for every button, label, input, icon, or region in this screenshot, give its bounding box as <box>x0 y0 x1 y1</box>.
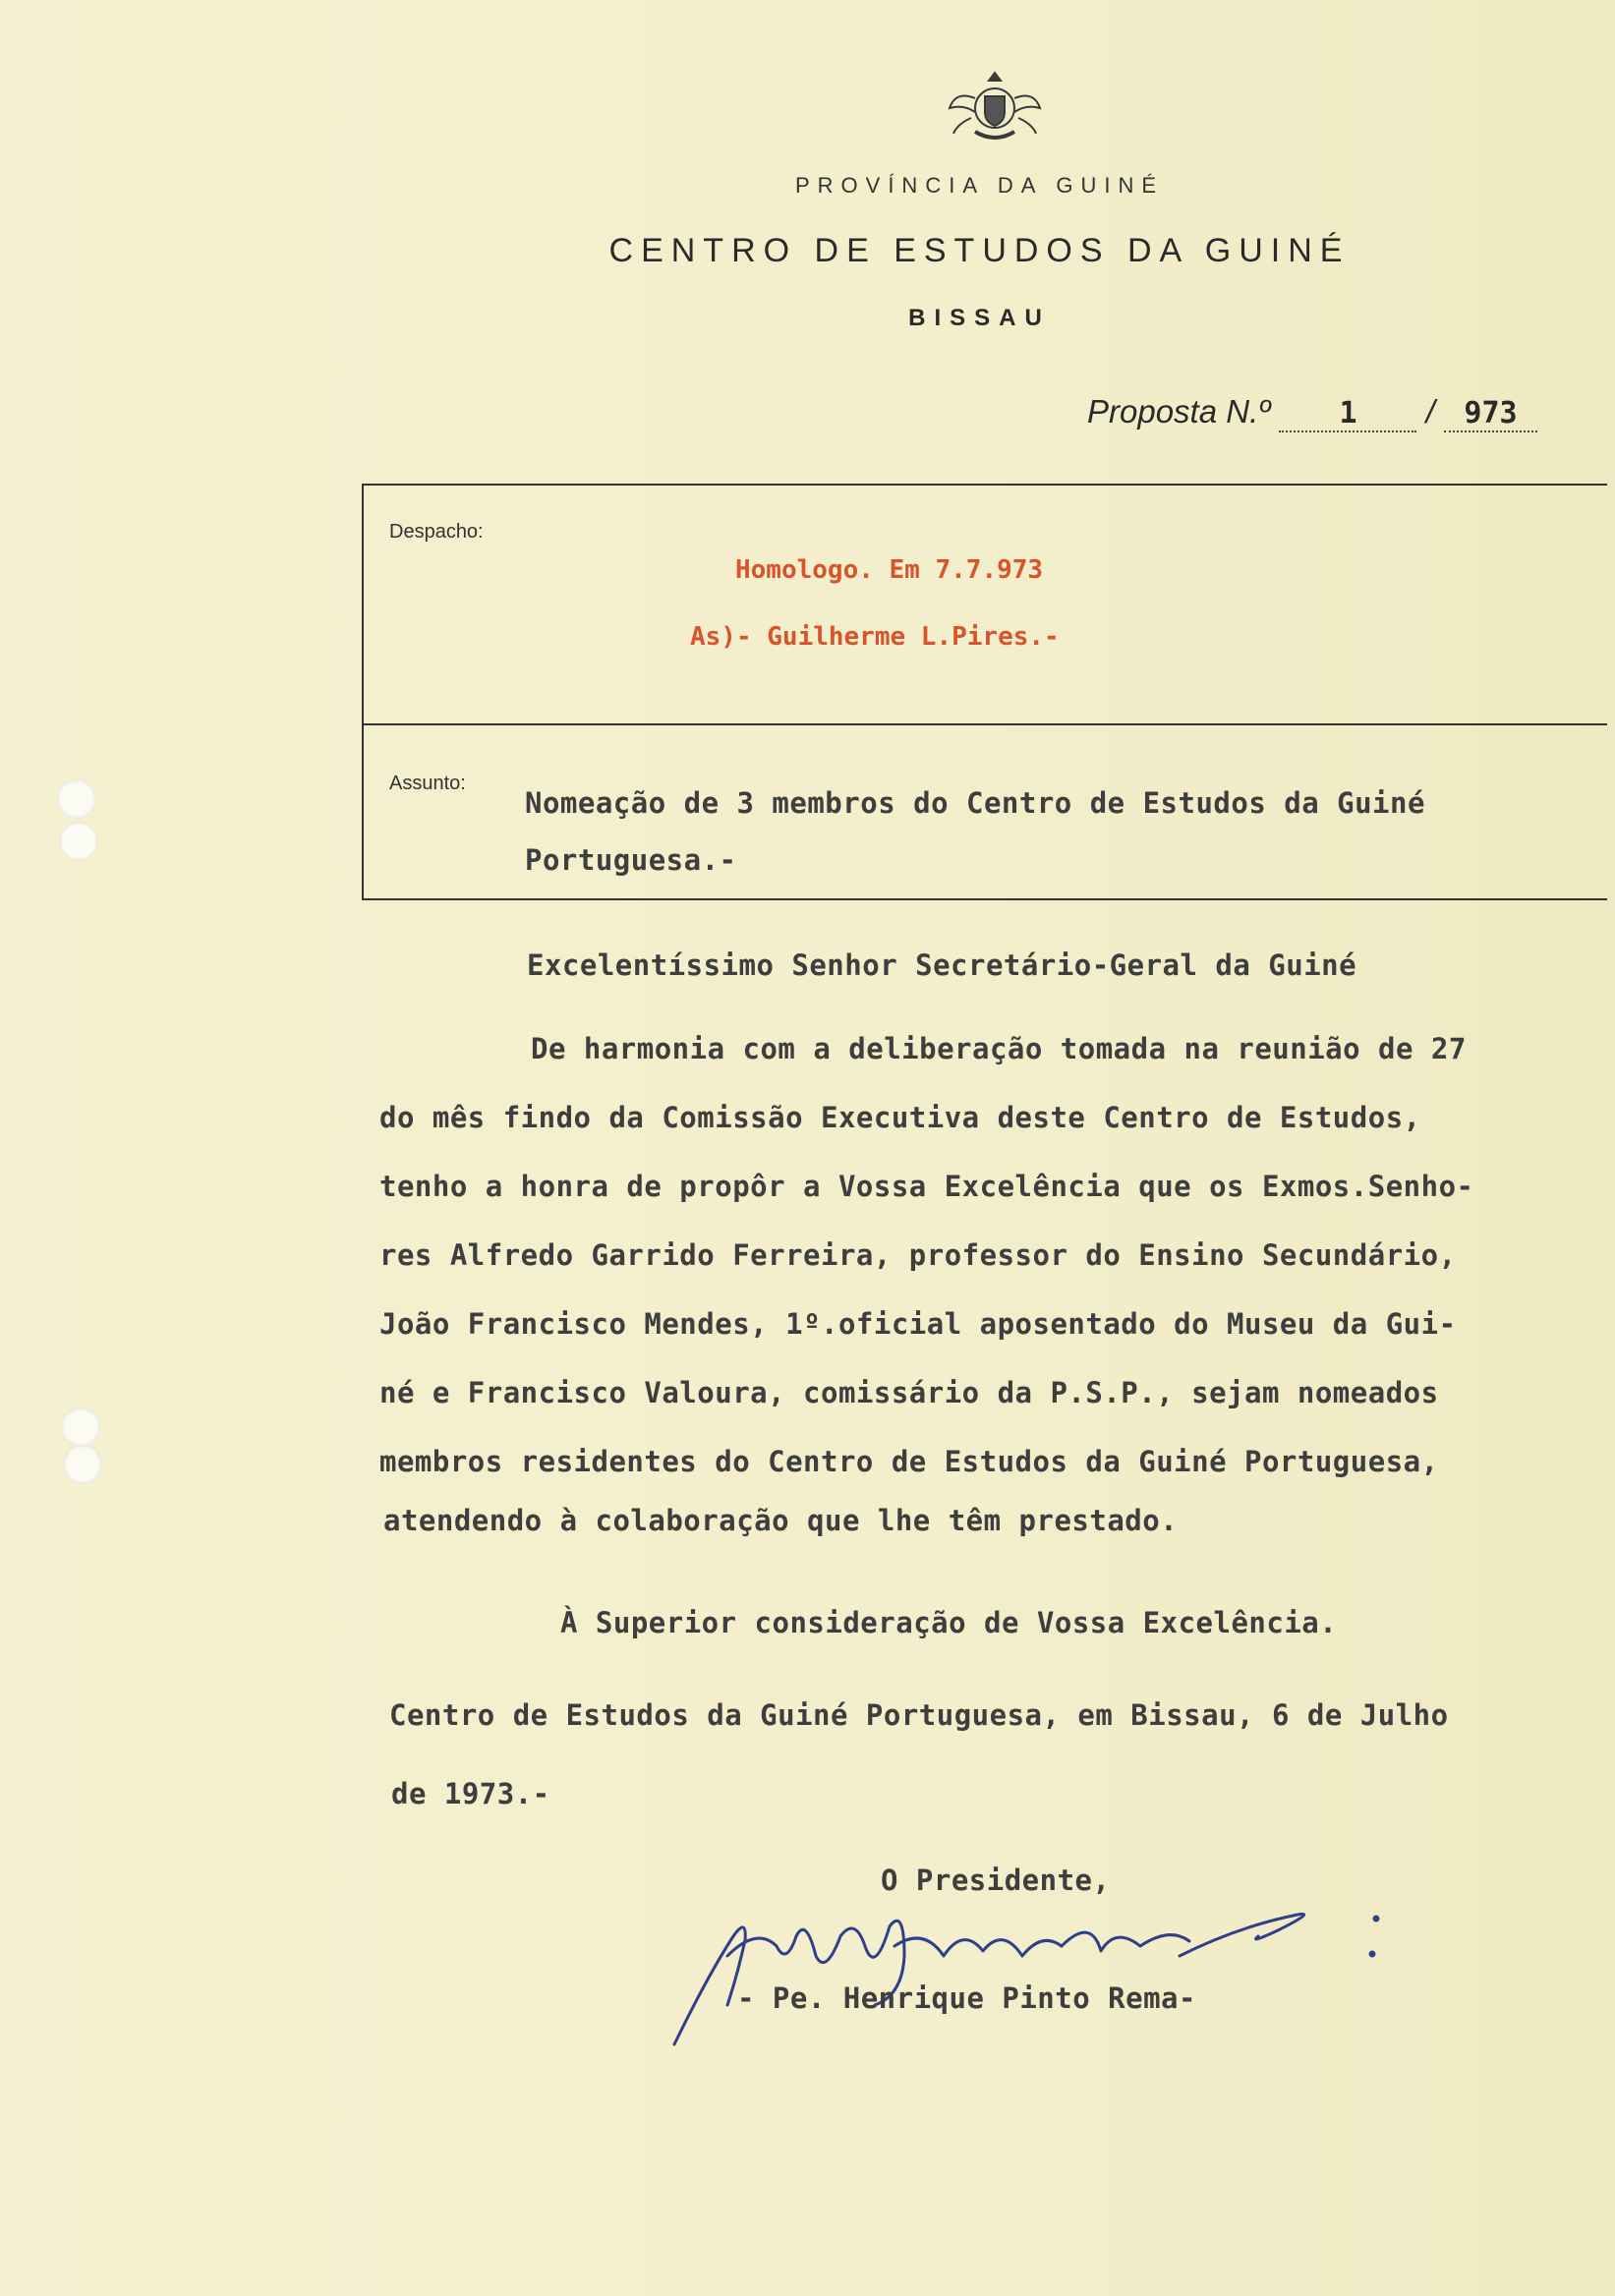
proposta-number-line <box>1087 393 1537 432</box>
institution-heading: CENTRO DE ESTUDOS DA GUINÉ <box>608 232 1351 269</box>
letter-place-date-line-1: Centro de Estudos da Guiné Portuguesa, em Bissau, 6 de Julho <box>389 1698 1449 1732</box>
letter-closing: À Superior consideração de Vossa Excelência. <box>560 1606 1338 1639</box>
letter-body-line: res Alfredo Garrido Ferreira, professor do Ensino Secundário, <box>379 1238 1457 1272</box>
letter-body-line: João Francisco Mendes, 1º.oficial aposentado do Museu da Gui- <box>379 1307 1457 1341</box>
punch-hole-top-2 <box>59 822 98 861</box>
despacho-signature-line: As)- Guilherme L.Pires.- <box>690 622 1060 652</box>
despacho-box <box>362 484 1607 725</box>
assunto-label: Assunto: <box>389 773 466 794</box>
letter-body-line: De harmonia com a deliberação tomada na reunião de 27 <box>531 1032 1467 1065</box>
letter-body-line: membros residentes do Centro de Estudos da Guiné Portuguesa, <box>379 1445 1439 1478</box>
letter-salutation: Excelentíssimo Senhor Secretário-Geral da Guiné <box>527 948 1357 982</box>
assunto-line-1: Nomeação de 3 membros do Centro de Estudos da Guiné <box>525 786 1425 820</box>
punch-hole-bottom-2 <box>63 1445 102 1484</box>
coat-of-arms-emblem <box>946 69 1044 147</box>
city-heading: BISSAU <box>908 305 1051 331</box>
despacho-label: Despacho: <box>389 521 484 543</box>
signatory-title: O Presidente, <box>881 1864 1111 1897</box>
letter-body-line: atendendo à colaboração que lhe têm prestado. <box>383 1504 1179 1537</box>
proposta-year: 973 <box>1444 396 1537 432</box>
proposta-number: 1 <box>1279 396 1416 432</box>
punch-hole-top-1 <box>57 779 96 819</box>
proposta-separator: / <box>1425 393 1435 430</box>
proposta-label: Proposta N.º <box>1087 393 1271 430</box>
punch-hole-bottom-1 <box>61 1407 100 1447</box>
letter-body-line: tenho a honra de propôr a Vossa Excelência que os Exmos.Senho- <box>379 1170 1474 1203</box>
assunto-line-2: Portuguesa.- <box>525 843 737 877</box>
handwritten-signature <box>668 1897 1415 2054</box>
letter-body-line: né e Francisco Valoura, comissário da P.S.P., sejam nomeados <box>379 1376 1439 1409</box>
despacho-approval-line: Homologo. Em 7.7.973 <box>735 555 1044 585</box>
province-heading: PROVÍNCIA DA GUINÉ <box>794 173 1165 198</box>
signatory-name: - Pe. Henrique Pinto Rema- <box>737 1981 1196 2015</box>
letter-place-date-line-2: de 1973.- <box>391 1777 550 1810</box>
letter-body-line: do mês findo da Comissão Executiva deste Centro de Estudos, <box>379 1101 1421 1134</box>
